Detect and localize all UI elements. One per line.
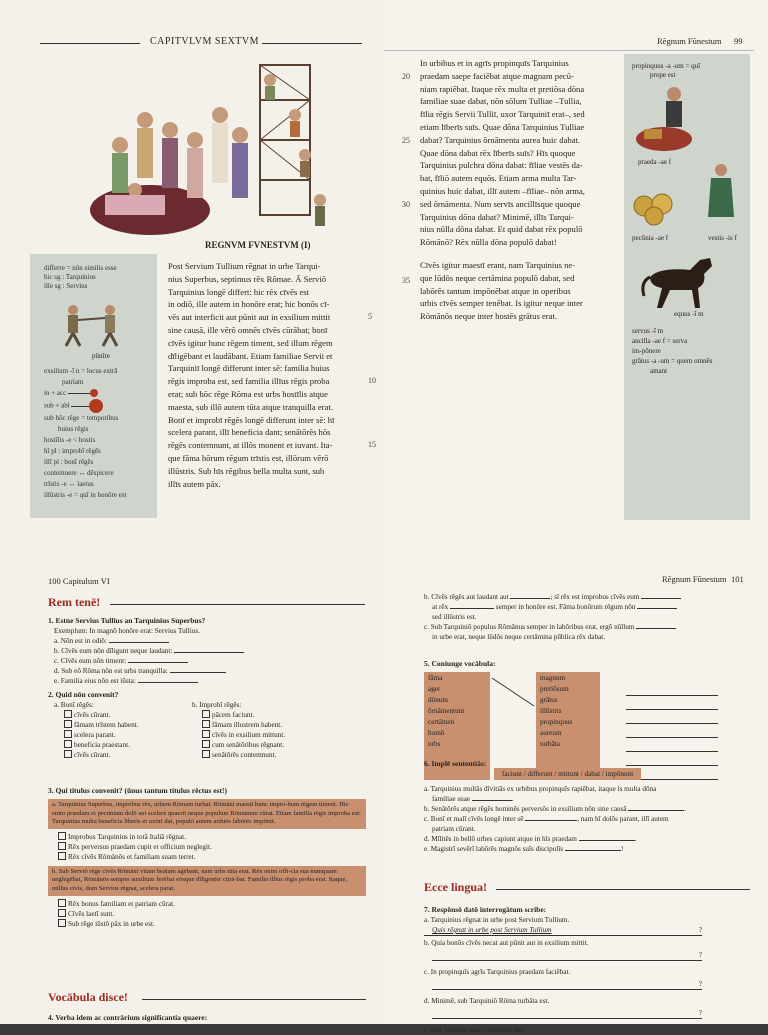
crowd-illustration: [90, 60, 330, 240]
caption-praeda: praeda -ae f: [638, 158, 672, 166]
word-item[interactable]: grātus: [540, 696, 558, 704]
subtitle: REGNVM FVNESTVM (I): [205, 240, 311, 250]
margin-note: ille sg : Servius: [44, 282, 88, 290]
word-item[interactable]: aureum: [540, 729, 562, 737]
passage-a: a. Tarquinius Superbus, improbus rēx, urbem Rōmam turbat. Rōmānī maestī hunc impro-bum rēgem timent. Hic enim praedam et pecūniam dolō aut scelere quaerit neque populum Rōmānum cūrat. Etiam familia rēgis improba est: Tarquinius multa beneficia līberīs et uxōrī dat, populō autem arduōs labōrēs impōnit.: [48, 799, 366, 829]
exercise-item: d. Mīlitēs in bellō urbes capiunt atque in hīs praedam .: [424, 835, 637, 843]
text-line: fīlia rēgis Servii Tulliī, uxor Tarquiniī erat–, sed: [420, 109, 585, 120]
margin-note: patriam: [62, 378, 84, 386]
exercise-item: c. Sub Tarquiniō populus Rōmānus semper in labōribus erat, ergō nūllum: [424, 622, 754, 632]
margin-note: hic sg : Tarquinius: [44, 273, 96, 281]
margin-note: hostīlis -e < hostis: [44, 436, 96, 444]
text-line: nius nūlla dōna dabat. Et quid dabat rēx populō: [420, 224, 583, 235]
margin-note: ancilla -ae f = serva: [632, 337, 688, 345]
text-line: quinius huic dabat, illī autem –fīliae– nōn arma,: [420, 185, 585, 196]
checkbox[interactable]: [202, 720, 210, 728]
answer-field[interactable]: [109, 642, 169, 643]
answer-field[interactable]: [525, 820, 577, 821]
answer-field[interactable]: [628, 810, 684, 811]
answer-lines: [626, 682, 718, 780]
exercise-item: c. Cīvēs eum nōn timent:: [48, 656, 366, 666]
page-number: 101: [731, 574, 744, 584]
word-item[interactable]: pretiōsum: [540, 685, 569, 693]
text-line: In urbibus et in agrīs propinquīs Tarquinius: [420, 58, 569, 68]
margin-note: huius rēgis: [58, 425, 89, 433]
text-line: Rōmānōs neque inter hostēs grātus erat.: [420, 311, 557, 322]
checkbox[interactable]: [64, 740, 72, 748]
margin-note: sub + abl: [44, 399, 154, 413]
margin-note: servus -ī m: [632, 327, 664, 335]
exercise-item: a. Tarquinius multās dīvitiās ex urbibus propinquīs rapiēbat, itaque is multa dōna: [424, 785, 657, 793]
margin-note: illūstris -e = quī in honōre est: [44, 491, 127, 499]
answer-field[interactable]: Quis rēgnat in urbe post Servium Tullium ?: [424, 925, 702, 936]
text-line: rēgēs contemnunt, at illōs monent et iuvant. Ita-: [168, 440, 333, 451]
text-line: praedam saepe faciēbat atque magnam pecū-: [420, 70, 574, 81]
word-item[interactable]: homō: [428, 729, 445, 737]
page-100: [0, 532, 384, 1024]
answer-field[interactable]: [626, 696, 718, 710]
caption-punire: pūnīre: [92, 352, 110, 360]
line-number: 15: [368, 440, 376, 449]
checkbox-item[interactable]: Sub rēge iūstō pāx in urbe est.: [48, 919, 366, 929]
line-number: 35: [402, 276, 410, 285]
checkbox[interactable]: [64, 750, 72, 758]
page-101: [384, 532, 768, 1034]
checkbox-item[interactable]: cīvēs cūrant.: [54, 710, 194, 720]
exercise-item: d. Sub eō Rōma nōn est urbs tranquilla:: [48, 666, 366, 676]
match-line: [490, 672, 536, 712]
checkbox[interactable]: [64, 730, 72, 738]
section-heading: Vocābula disce!: [48, 990, 128, 1004]
punire-illustration: [58, 298, 133, 348]
checkbox[interactable]: [64, 710, 72, 718]
text-line: etiam līberīs suīs. Quae dōna Tarquinius Tulliae: [420, 121, 585, 132]
text-line: Tarquinius longē differt: hic rēx cīvēs est: [168, 286, 309, 297]
running-header: Rēgnum Fūnestum: [662, 574, 727, 584]
margin-note: exsilium -ī n = locus extrā: [44, 367, 118, 375]
text-line: que fāma hōrum rēgum trīstis est, illōrum vērō: [168, 452, 329, 463]
checkbox[interactable]: [58, 909, 66, 917]
answer-field[interactable]: [174, 652, 244, 653]
exercise-item: b. Senātōrēs atque rēgēs hominēs perversōs in exsilium nōn sine causā .: [424, 805, 687, 813]
answer-field[interactable]: [626, 724, 718, 738]
exercise-item: b. Quia bonōs cīvēs necat aut pūnit aut in exsilium mittit.: [424, 939, 589, 947]
answer-field[interactable]: [472, 800, 512, 801]
checkbox-item[interactable]: Rēx bonus familiam et patriam cūrat.: [48, 899, 366, 909]
margin-note: prope est: [650, 71, 676, 79]
word-item[interactable]: ōrnāmentum: [428, 707, 465, 715]
text-line: labōrēs tantum impōnēbat atque in operibus: [420, 285, 571, 296]
text-line: illūstris. Sub hīs rēgibus bella multa sunt, sub: [168, 465, 325, 476]
checkbox-item[interactable]: cum senātōribus rēgnant.: [192, 740, 362, 750]
checkbox[interactable]: [64, 720, 72, 728]
text-line: maesta, sub illō autem tūta atque tranquilla erat.: [168, 401, 333, 412]
answer-field[interactable]: [636, 628, 676, 629]
margin-notes: [30, 254, 157, 518]
column-title: a. Bonī rēgēs:: [54, 701, 94, 709]
exercise-title: 4. Verba idem ac contrārium significantia quaere:: [48, 1013, 208, 1022]
text-line: que lūdōs neque certāmina populō dabat, sed: [420, 272, 575, 283]
word-item[interactable]: ager: [428, 685, 441, 693]
text-line: Tarquiniī longē differunt inter sē: familia huius: [168, 363, 330, 374]
text-line: in odiō, ille autem in honōre erat; hic bonōs cī-: [168, 299, 330, 310]
answer-field[interactable]: [450, 608, 494, 609]
text-line: niam rapiēbat. Itaque rēx multa et pretiōsa dōna: [420, 83, 585, 94]
checkbox-item[interactable]: scelera parant.: [54, 730, 194, 740]
answer-field[interactable]: [637, 608, 677, 609]
checkbox[interactable]: [58, 899, 66, 907]
section-heading: Ecce lingua!: [424, 880, 487, 894]
exercise-item: familiae suae .: [432, 795, 514, 803]
checkbox[interactable]: [58, 852, 66, 860]
margin-note: im-pōnere: [632, 347, 661, 355]
section-heading: Rem tenē!: [48, 595, 101, 609]
equus-illustration: [640, 252, 730, 312]
text-line: sed ōrnāmenta. Num servīs ancillīsque quoque: [420, 198, 581, 209]
text-line: Post Servium Tullium rēgnat in urbe Tarqui-: [168, 261, 321, 271]
margin-note: differre = nōn similis esse: [44, 264, 117, 272]
page-98: [0, 0, 384, 532]
checkbox-item[interactable]: Improbus Tarquinius in totā Italiā rēgnat.: [48, 832, 366, 842]
margin-note: amant: [650, 367, 668, 375]
main-text: [420, 57, 620, 323]
main-text: [168, 260, 364, 490]
running-header: 100 Capitulum VI: [48, 576, 110, 586]
exercise-item: b. Cīvēs eum nōn dīligunt neque laudant:: [48, 646, 366, 656]
line-number: 30: [402, 200, 410, 209]
text-line: Tarquinius pulchra dōna dabat: fīliae vestēs da-: [420, 160, 583, 171]
word-item[interactable]: propinquus: [540, 718, 573, 726]
word-item[interactable]: dōnum: [428, 696, 448, 704]
caption-equus: equus -ī m: [674, 310, 704, 318]
exercise-title: 1. Estne Servius Tullius an Tarquinius Superbus?: [48, 616, 206, 625]
text-line: dabat? Tarquinius ōrnāmenta aurea huic dabat.: [420, 134, 581, 145]
checkbox[interactable]: [202, 740, 210, 748]
exercise-item: c. Bonī et malī cīvēs longē inter sē , nam hī dolōs parant, illī autem: [424, 815, 669, 823]
margin-note: grātus -a -um = quem omnēs: [632, 357, 713, 365]
page-99: [384, 0, 768, 532]
text-line: nius Superbus, septimus rēx Rōmae. Ā Serviō: [168, 273, 327, 284]
text-line: Bonī et improbī rēgēs longē differunt inter sē: hī: [168, 414, 335, 425]
praeda-illustration: [634, 84, 704, 154]
checkbox[interactable]: [202, 730, 210, 738]
text-line: vēs aut interficit aut pūnit aut in exsilium mittit: [168, 312, 331, 323]
text-line: dīligēbant et laudābant. Etiam familiae Servii et: [168, 350, 333, 361]
exercise-item: sed illūstris est.: [432, 613, 477, 621]
answer-field[interactable]: ?: [432, 1006, 702, 1019]
word-list-right: [536, 672, 600, 780]
answer-field[interactable]: [138, 682, 198, 683]
margin-note: hī pl : improbī rēgēs: [44, 447, 101, 455]
exercise-item: c. In propinquīs agrīs Tarquinius praedam faciēbat.: [424, 968, 571, 976]
example: Exemplum: In magnō honōre erat: Servius Tullius.: [54, 627, 200, 635]
checkbox-item[interactable]: fāmam illustrem habent.: [192, 720, 362, 730]
checkbox-item[interactable]: Rēx cīvēs Rōmānōs et familiam suam terret.: [48, 852, 366, 862]
answer-field[interactable]: [510, 598, 550, 599]
margin-note: sub hōc rēge = temporibus: [44, 414, 119, 422]
text-line: scelera parant, illī beneficia dant; senātōrēs hōs: [168, 427, 331, 438]
text-line: rēgis improba est, sed familia illīus rēgis proba: [168, 376, 330, 387]
checkbox[interactable]: [58, 832, 66, 840]
answer-field[interactable]: [626, 738, 718, 752]
exercise-title: 3. Quī titulus convenit? (ūnus tantum titulus rēctus est!): [48, 786, 227, 795]
page-number: 99: [734, 36, 743, 46]
word-item[interactable]: turbāta: [540, 740, 560, 748]
answer-field[interactable]: [626, 682, 718, 696]
exercise-item: e. Familia eius nōn est iūsta:: [48, 676, 366, 686]
margin-note: in + acc: [44, 388, 154, 399]
word-bank: faciunt / differunt / mittunt / dabat / impōnunt: [494, 768, 641, 780]
exercise-title: 7. Respōnsō datō interrogātum scribe:: [424, 905, 547, 914]
checkbox-item[interactable]: senātōrēs contemnunt.: [192, 750, 362, 760]
margin-note: illī pl : bonī rēgēs: [44, 458, 94, 466]
exercise-item: d. Minimē, sub Tarquiniō Rōma turbāta est.: [424, 997, 550, 1005]
answer-field[interactable]: ?: [432, 948, 702, 961]
column-title: b. Improbī rēgēs:: [192, 701, 242, 709]
word-item[interactable]: fāma: [428, 674, 443, 682]
margin-note: trīstis -e ↔ laetus: [44, 480, 94, 488]
exercise-title: 5. Coniunge vocābula:: [424, 659, 496, 668]
word-item[interactable]: illūstris: [540, 707, 562, 715]
exercise-title: 6. Implē sententiās:: [424, 759, 487, 768]
vestis-illustration: [706, 162, 736, 222]
text-line: illīs autem pāx.: [168, 478, 221, 489]
checkbox-item[interactable]: fāmam trīstem habent.: [54, 720, 194, 730]
answer-field[interactable]: ?: [432, 977, 702, 990]
exercise-item: e. Magistrī sevērī labōrēs magnōs suīs discipulīs !: [424, 845, 624, 853]
text-line: sine causā, ille vērō omnēs cīvēs cūrābat; bonī: [168, 324, 328, 335]
margin-note: propinquus -a -um = quī: [632, 62, 701, 70]
text-line: Cīvēs igitur maestī erant, nam Tarquinius ne-: [420, 259, 576, 270]
answer-field[interactable]: [565, 850, 621, 851]
checkbox-item[interactable]: Rēx perversus praedam cupit et officium neglegit.: [48, 842, 366, 852]
caption-pecunia: pecūnia -ae f: [632, 234, 669, 242]
text-line: urbis cīvēs semper tenēbat. Is igitur neque inter: [420, 298, 583, 309]
exercise-item: at rēx semper in honōre est. Fāma bonōrum rēgum nōn: [424, 602, 754, 612]
line-number: 10: [368, 376, 376, 385]
exercise-item: in urbe erat, neque lūdōs neque certāmina pūblica rēx dabat.: [432, 633, 606, 641]
exercise-item: patriam cūrant.: [432, 825, 476, 833]
chapter-header: CAPITVLVM SEXTVM: [150, 36, 260, 47]
checkbox[interactable]: [202, 710, 210, 718]
margin-note: contemnere ↔ dēspicere: [44, 469, 114, 477]
pecunia-illustration: [630, 192, 690, 226]
answer-field[interactable]: [626, 710, 718, 724]
checkbox-item[interactable]: beneficia praestant.: [54, 740, 194, 750]
answer-field[interactable]: [579, 840, 635, 841]
line-number: 25: [402, 136, 410, 145]
text-line: Quae dōna dabat rēx līberīs suīs? Hīs quoque: [420, 147, 576, 158]
checkbox[interactable]: [58, 842, 66, 850]
text-line: Rōmānō? Rēx nūlla dōna populō dabat!: [420, 237, 557, 248]
word-item[interactable]: urbs: [428, 740, 441, 748]
text-line: cīvēs igitur hunc rēgem timent, sed illum rēgem: [168, 337, 333, 348]
text-line: erat; sub hōc rēge Rōma est urbs hostīlis atque: [168, 388, 328, 399]
exercise-title: 2. Quid nōn convenit?: [48, 690, 119, 699]
passage-b: b. Sub Serviō rēge cīvēs Rōmānī vītam beātam agēbant, nam urbs tūta erat. Rēx enim offi-cia sua numquam neglegēbat, Rōmānōs semper auxilium ferēbat eōsque dīligenter cūrā-bat. Familia illīus rēgis proba erat. Itaque, nūllus cīvis, dum Servius rēgnat, scelera parat.: [48, 866, 366, 896]
checkbox-item[interactable]: Cīvēs laetī sunt.: [48, 909, 366, 919]
checkbox-item[interactable]: cīvēs cūrant.: [54, 750, 194, 760]
text-line: Tarquinius dōna dabat? Minimē, illīs Tarqui-: [420, 211, 574, 222]
answer-field[interactable]: [170, 672, 226, 673]
line-number: 20: [402, 72, 410, 81]
answer-field[interactable]: [626, 752, 718, 766]
text-line: bat, fīliō autem equōs. Etiam arma multa Tar-: [420, 173, 577, 184]
checkbox[interactable]: [58, 919, 66, 927]
word-item[interactable]: certāmen: [428, 718, 455, 726]
exercise-item: b. Cīvēs rēgēs aut laudant aut ; sī rēx est improbus cīvēs eum: [424, 592, 754, 602]
exercise-item: e. Rēx familiae suae pecūniam dat.: [424, 1026, 525, 1034]
checkbox-item[interactable]: pācem faciunt.: [192, 710, 362, 720]
checkbox-item[interactable]: cīvēs in exsilium mittunt.: [192, 730, 362, 740]
answer-field[interactable]: [641, 598, 681, 599]
exercise-item: a. Nōn est in odiō:: [48, 636, 366, 646]
line-number: 5: [368, 312, 372, 321]
checkbox[interactable]: [202, 750, 210, 758]
running-header: Rēgnum Fūnestum: [657, 36, 722, 46]
caption-vestis: vestis -is f: [708, 234, 737, 242]
margin-notes: [624, 54, 750, 520]
text-line: familiae suae dabat, nōn sōlum Tulliae –Tullia,: [420, 96, 582, 107]
word-item[interactable]: magnum: [540, 674, 566, 682]
exercise-item: a. Tarquinius rēgnat in urbe post Servium Tullium.: [424, 916, 570, 924]
answer-field[interactable]: [128, 662, 188, 663]
